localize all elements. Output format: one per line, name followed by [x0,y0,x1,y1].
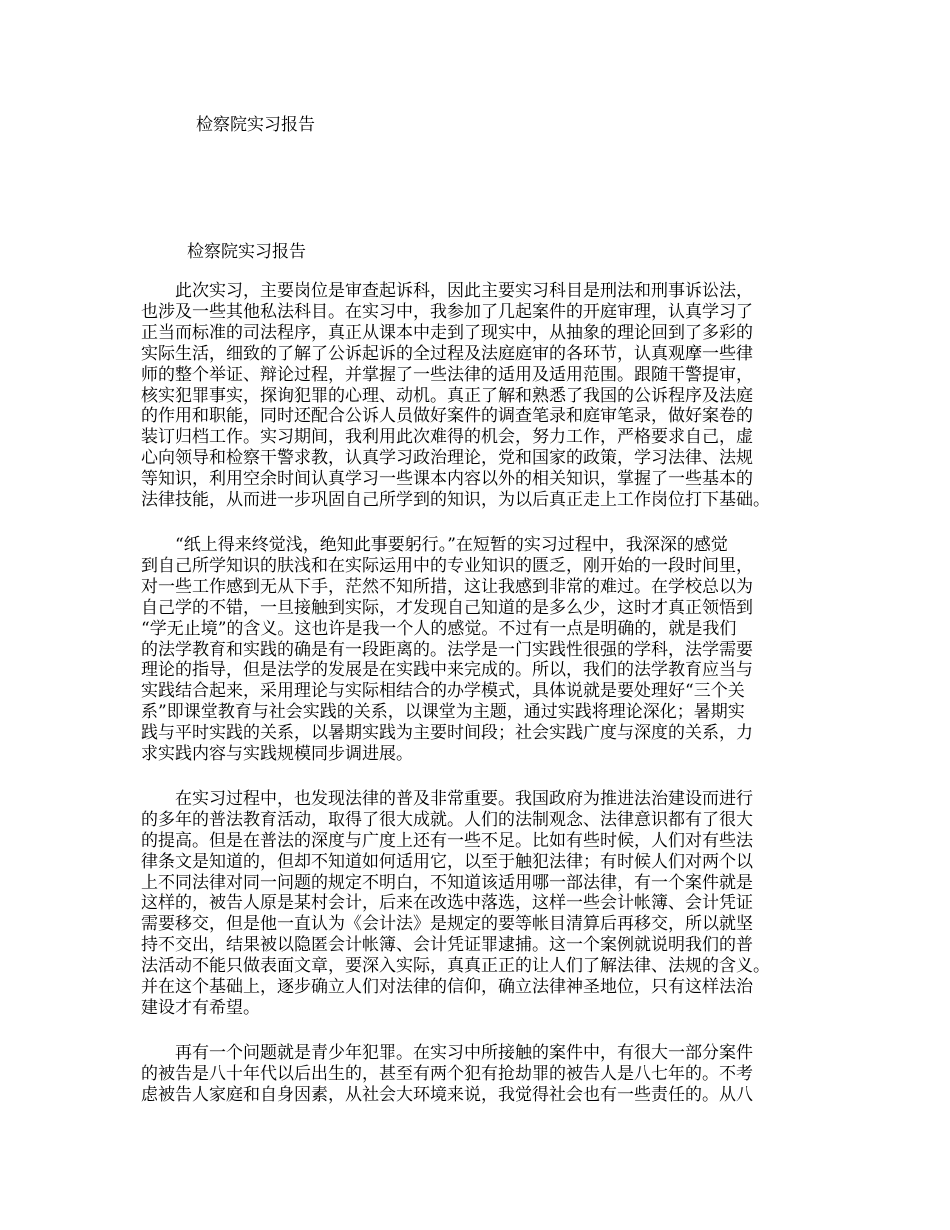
text-line: 的被告是八十年代以后出生的，甚至有两个犯有抢劫罪的被告人是八七年的。不考 [141,1063,753,1084]
text-line: 理论的指导，但是法学的发展是在实践中来完成的。所以，我们的法学教育应当与 [141,660,753,681]
text-line: 此次实习，主要岗位是审查起诉科，因此主要实习科目是刑法和刑事诉讼法， [141,281,753,301]
text-line: 正当而标准的司法程序，真正从课本中走到了现实中，从抽象的理论回到了多彩的 [141,322,753,343]
text-line: 的多年的普法教育活动，取得了很大成就。人们的法制观念、法律意识都有了很大 [141,809,753,830]
text-line: 在实习过程中，也发现法律的普及非常重要。我国政府为推进法治建设而进行 [141,788,753,809]
text-line: 师的整个举证、辩论过程，并掌握了一些法律的适用及适用范围。跟随干警提审， [141,364,753,385]
text-line: “纸上得来终觉浅，绝知此事要躬行。”在短暂的实习过程中，我深深的感觉 [141,534,728,555]
text-line: 自己学的不错，一旦接触到实际，才发现自己知道的是多么少，这时才真正领悟到 [141,597,753,618]
text-line: 的提高。但是在普法的深度与广度上还有一些不足。比如有些时候，人们对有些法 [141,830,753,851]
text-line: 的法学教育和实践的确是有一段距离的。法学是一门实践性很强的学科，法学需要 [141,639,753,660]
document-body [141,281,831,1130]
text-line: 系”即课堂教育与社会实践的关系，以课堂为主题，通过实践将理论深化；暑期实 [141,702,745,723]
text-line: 建设才有希望。 [141,998,260,1018]
text-line: 这样的，被告人原是某村会计，后来在改选中落选，这样一些会计帐簿、会计凭证 [141,893,753,914]
text-line: 的作用和职能，同时还配合公诉人员做好案件的调查笔录和庭审笔录，做好案卷的 [141,406,753,427]
document-title: 检察院实习报告 [187,242,306,262]
paragraph-theory-practice [141,535,831,765]
text-line: 也涉及一些其他私法科目。在实习中，我参加了几起案件的开庭审理，认真学习了 [141,301,753,322]
text-line: 法律技能，从而进一步巩固自己所学到的知识，为以后真正走上工作岗位打下基础。 [141,490,770,511]
text-line: 践与平时实践的关系，以暑期实践为主要时间段；社会实践广度与深度的关系，力 [141,723,753,744]
text-line: 需要移交，但是他一直认为《会计法》是规定的要等帐目清算后再移交，所以就坚 [141,914,753,935]
text-line: 对一些工作感到无从下手，茫然不知所措，这让我感到非常的难过。在学校总以为 [141,576,753,597]
text-line: 到自己所学知识的肤浅和在实际运用中的专业知识的匮乏，刚开始的一段时间里， [141,555,753,576]
text-line: 等知识，利用空余时间认真学习一些课本内容以外的相关知识，掌握了一些基本的 [141,469,753,490]
text-line: 再有一个问题就是青少年犯罪。在实习中所接触的案件中，有很大一部分案件 [141,1042,753,1063]
text-line: 求实践内容与实践规模同步调进展。 [141,744,413,765]
text-line: 装订归档工作。实习期间，我利用此次难得的机会，努力工作，严格要求自己，虚 [141,427,753,448]
text-line: 心向领导和检察干警求教，认真学习政治理论，党和国家的政策，学习法律、法规 [141,448,753,469]
text-line: 持不交出，结果被以隐匿会计帐簿、会计凭证罪逮捕。这一个案例就说明我们的普 [141,935,753,956]
text-line: 实际生活，细致的了解了公诉起诉的全过程及法庭庭审的各环节，认真观摩一些律 [141,343,753,364]
text-line: 核实犯罪事实，探询犯罪的心理、动机。真正了解和熟悉了我国的公诉程序及法庭 [141,385,753,406]
text-line: 法活动不能只做表面文章，要深入实际，真真正正的让人们了解法律、法规的含义。 [141,956,770,977]
text-line: 并在这个基础上，逐步确立人们对法律的信仰，确立法律神圣地位，只有这样法治 [141,977,753,998]
text-line: 上不同法律对同一问题的规定不明白，不知道该适用哪一部法律，有一个案件就是 [141,872,753,893]
text-line: 律条文是知道的，但却不知道如何适用它，以至于触犯法律；有时候人们对两个以 [141,851,753,872]
text-line: 虑被告人家庭和自身因素，从社会大环境来说，我觉得社会也有一些责任的。从八 [141,1084,753,1105]
paragraph-youth-crime [141,1043,831,1106]
paragraph-legal-education [141,789,831,1019]
paragraph-internship-duties [141,281,831,511]
text-line: 实践结合起来，采用理论与实际相结合的办学模式，具体说就是要处理好“三个关 [141,681,745,702]
text-line: “学无止境”的含义。这也许是我一个人的感觉。不过有一点是明确的，就是我们 [141,618,737,639]
header-title: 检察院实习报告 [196,115,315,135]
